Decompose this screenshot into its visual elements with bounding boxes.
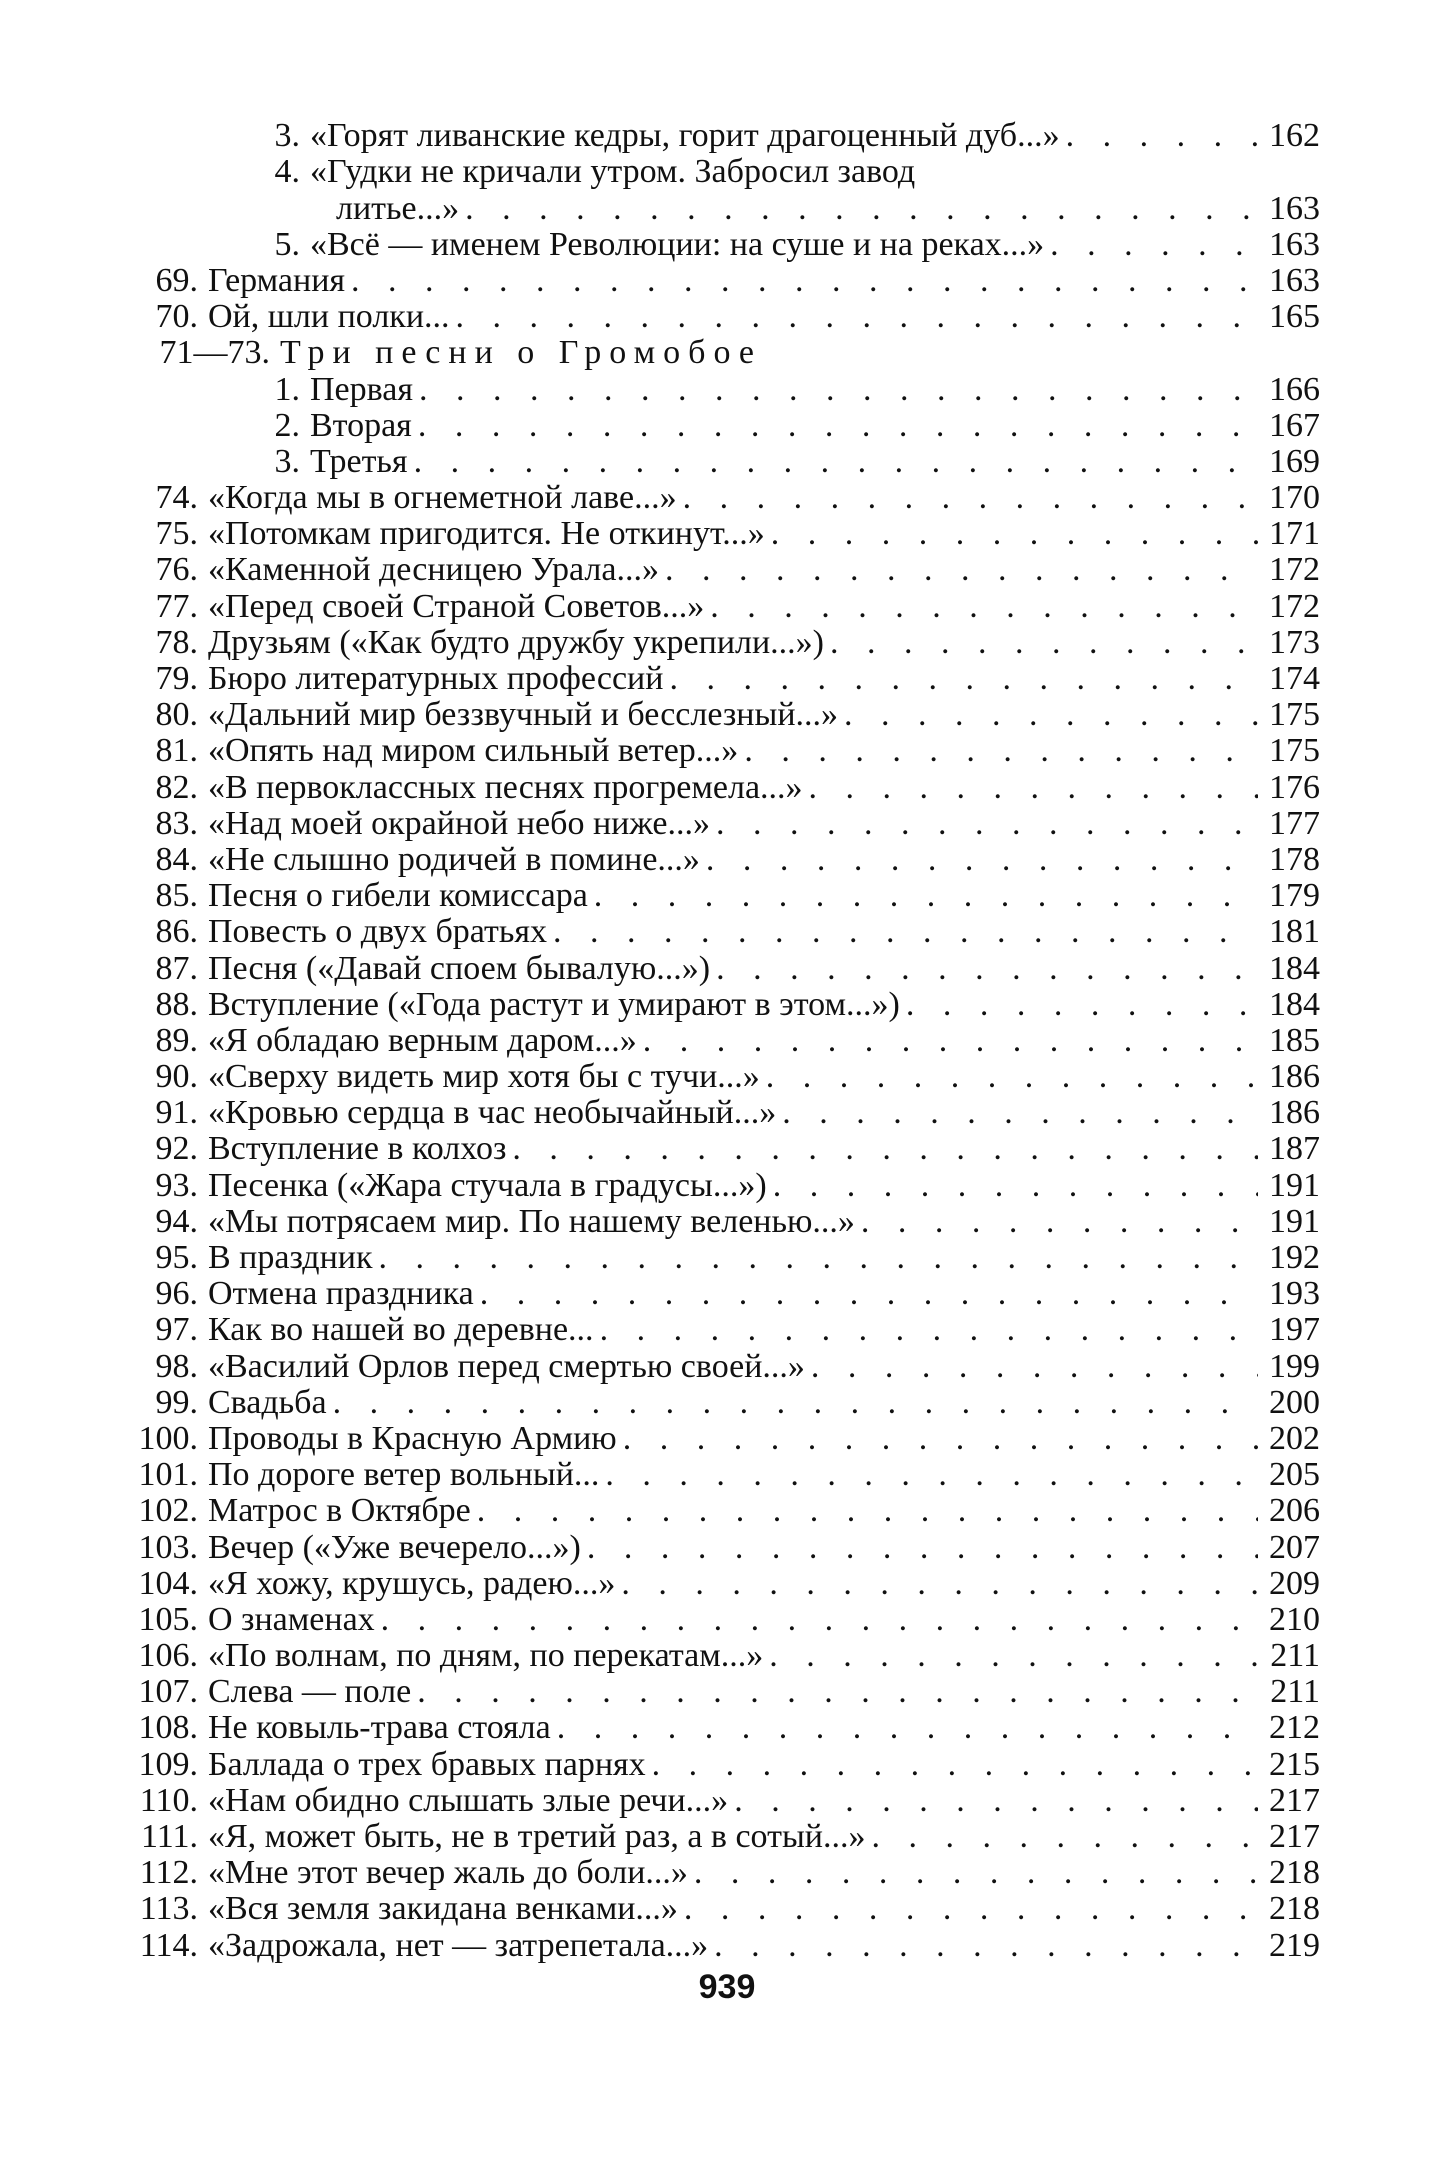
entry-page: 219 xyxy=(1269,1926,1320,1964)
entry-title: «Кровью сердца в час необычайный...» xyxy=(208,1094,777,1132)
entry-number: 91. xyxy=(155,1094,198,1132)
toc-entry xyxy=(130,914,1320,950)
entry-number: 90. xyxy=(155,1058,198,1096)
entry-page: 211 xyxy=(1270,1673,1320,1711)
toc-entry xyxy=(130,1783,1320,1819)
toc-entry xyxy=(130,1276,1320,1312)
entry-number: 105. xyxy=(138,1600,198,1638)
entry-number: 102. xyxy=(138,1492,198,1530)
entry-page: 170 xyxy=(1269,479,1320,517)
dot-leader xyxy=(767,1168,1258,1204)
entry-page: 218 xyxy=(1269,1854,1320,1892)
toc-entry xyxy=(130,444,1320,480)
toc-entry xyxy=(130,625,1320,661)
dot-leader xyxy=(408,444,1258,480)
entry-number: 75. xyxy=(155,515,198,553)
entry-page: 206 xyxy=(1269,1492,1320,1530)
entry-title: Вечер («Уже вечерело...») xyxy=(208,1528,581,1566)
entry-page: 181 xyxy=(1269,913,1320,951)
entry-number: 1. xyxy=(274,370,300,408)
entry-number: 79. xyxy=(155,660,198,697)
entry-number: 94. xyxy=(155,1202,198,1240)
entry-page: 211 xyxy=(1270,1637,1320,1675)
entry-page: 171 xyxy=(1269,515,1320,553)
entry-title: Вторая xyxy=(310,406,412,444)
entry-page: 210 xyxy=(1269,1600,1320,1638)
dot-leader xyxy=(599,1457,1258,1493)
toc-entry xyxy=(130,118,1320,154)
toc-entry xyxy=(130,1348,1320,1384)
entry-title: Германия xyxy=(208,261,346,299)
dot-leader xyxy=(900,987,1258,1023)
entry-number: 107. xyxy=(138,1673,198,1711)
entry-number: 87. xyxy=(155,949,198,987)
entry-page: 172 xyxy=(1269,551,1320,589)
entry-number: 110. xyxy=(139,1781,198,1819)
toc-entry xyxy=(130,842,1320,878)
toc-entry xyxy=(130,588,1320,624)
dot-leader xyxy=(413,372,1258,408)
entry-title: Повесть о двух братьях xyxy=(208,913,548,951)
toc-entry xyxy=(130,1167,1320,1203)
entry-title: По дороге ветер вольный... xyxy=(208,1456,600,1494)
entry-number: 3. xyxy=(274,442,300,480)
entry-page: 217 xyxy=(1269,1818,1320,1855)
entry-page: 192 xyxy=(1269,1239,1320,1276)
dot-leader xyxy=(765,516,1258,552)
entry-title: «По волнам, по дням, по перекатам...» xyxy=(208,1637,764,1675)
toc-entry xyxy=(130,987,1320,1023)
toc-entry xyxy=(130,516,1320,552)
entry-page: 200 xyxy=(1269,1383,1320,1421)
entry-page: 169 xyxy=(1269,442,1320,480)
entry-number: 106. xyxy=(138,1637,198,1675)
toc-entry xyxy=(130,1421,1320,1457)
dot-leader xyxy=(581,1530,1258,1566)
entry-title: «Всё — именем Революции: на суше и на реках...» xyxy=(310,225,1045,263)
entry-page: 212 xyxy=(1269,1709,1320,1747)
entry-number: 100. xyxy=(138,1419,198,1457)
toc-entry xyxy=(130,878,1320,914)
toc-entry xyxy=(130,1059,1320,1095)
entry-page: 177 xyxy=(1269,804,1320,842)
toc-entry xyxy=(130,697,1320,733)
dot-leader xyxy=(776,1095,1258,1131)
entry-page: 193 xyxy=(1269,1275,1320,1313)
entry-title: «Мне этот вечер жаль до боли...» xyxy=(208,1854,688,1892)
dot-leader xyxy=(866,1819,1258,1855)
toc-entry xyxy=(130,480,1320,516)
toc-entry xyxy=(130,190,1320,226)
entry-page: 202 xyxy=(1269,1419,1320,1457)
dot-leader xyxy=(547,914,1258,950)
toc-entry xyxy=(130,227,1320,263)
dot-leader xyxy=(728,1783,1258,1819)
dot-leader xyxy=(677,480,1258,516)
dot-leader xyxy=(824,625,1258,661)
toc-entry xyxy=(130,1095,1320,1131)
dot-leader xyxy=(663,661,1258,697)
dot-leader xyxy=(450,299,1258,335)
entry-title: Слева — поле xyxy=(208,1673,412,1711)
entry-page: 175 xyxy=(1269,696,1320,734)
entry-number: 99. xyxy=(155,1383,198,1421)
toc-entry xyxy=(130,408,1320,444)
entry-page: 186 xyxy=(1269,1058,1320,1096)
toc-entry xyxy=(130,1819,1320,1855)
entry-page: 165 xyxy=(1269,298,1320,336)
toc-entry xyxy=(130,1891,1320,1927)
entry-page: 167 xyxy=(1269,406,1320,444)
entry-number: 83. xyxy=(155,804,198,842)
entry-number: 69. xyxy=(155,261,198,299)
entry-title: Бюро литературных профессий xyxy=(208,660,664,697)
entry-title: «Я, может быть, не в третий раз, а в сотый...» xyxy=(208,1818,866,1855)
entry-title: «Нам обидно слышать злые речи...» xyxy=(208,1781,729,1819)
entry-number: 89. xyxy=(155,1021,198,1059)
dot-leader xyxy=(763,1638,1258,1674)
entry-number: 93. xyxy=(155,1166,198,1204)
entry-page: 176 xyxy=(1269,768,1320,806)
entry-page: 184 xyxy=(1269,949,1320,987)
dot-leader xyxy=(551,1710,1258,1746)
toc-entry xyxy=(130,769,1320,805)
entry-title: «Над моей окрайной небо ниже...» xyxy=(208,804,710,842)
entry-number: 109. xyxy=(138,1745,198,1783)
entry-number: 108. xyxy=(138,1709,198,1747)
entry-page: 162 xyxy=(1269,117,1320,155)
entry-title: Проводы в Красную Армию xyxy=(208,1419,617,1457)
entry-page: 185 xyxy=(1269,1021,1320,1059)
dot-leader xyxy=(474,1276,1258,1312)
dot-leader xyxy=(459,191,1258,227)
table-of-contents xyxy=(130,118,1320,1964)
dot-leader xyxy=(506,1131,1258,1167)
toc-entry xyxy=(130,299,1320,335)
entry-page: 199 xyxy=(1269,1347,1320,1385)
entry-number: 103. xyxy=(138,1528,198,1566)
entry-page: 172 xyxy=(1269,587,1320,625)
entry-number: 88. xyxy=(155,985,198,1023)
entry-title: Песня («Давай споем бывалую...») xyxy=(208,949,711,987)
entry-title: «Гудки не кричали утром. Забросил завод xyxy=(310,153,916,191)
dot-leader xyxy=(803,770,1258,806)
entry-number: 101. xyxy=(138,1456,198,1494)
entry-number: 98. xyxy=(155,1347,198,1385)
dot-leader xyxy=(411,1674,1258,1710)
entry-page: 174 xyxy=(1269,660,1320,697)
toc-entry xyxy=(130,950,1320,986)
entry-title: Первая xyxy=(310,370,413,408)
entry-number: 82. xyxy=(155,768,198,806)
entry-number: 112. xyxy=(139,1854,198,1892)
dot-leader xyxy=(588,878,1258,914)
entry-title: «Вся земля закидана венками...» xyxy=(208,1890,678,1928)
toc-entry xyxy=(130,1493,1320,1529)
toc-entry xyxy=(130,733,1320,769)
toc-entry xyxy=(130,1204,1320,1240)
dot-leader xyxy=(345,263,1258,299)
entry-title: Вступление в колхоз xyxy=(208,1130,507,1168)
entry-page: 163 xyxy=(1269,261,1320,299)
dot-leader xyxy=(1044,227,1258,263)
entry-title: «Перед своей Страной Советов...» xyxy=(208,587,705,625)
toc-entry xyxy=(130,1566,1320,1602)
entry-title: В праздник xyxy=(208,1239,373,1276)
entry-page: 197 xyxy=(1269,1311,1320,1349)
dot-leader xyxy=(738,733,1258,769)
entry-title: «Каменной десницею Урала...» xyxy=(208,551,659,589)
entry-number: 95. xyxy=(155,1239,198,1276)
entry-title: О знаменах xyxy=(208,1600,375,1638)
dot-leader xyxy=(594,1312,1258,1348)
entry-title: «Не слышно родичей в помине...» xyxy=(208,840,700,878)
toc-entry xyxy=(130,1312,1320,1348)
dot-leader xyxy=(617,1421,1258,1457)
toc-entry xyxy=(130,1674,1320,1710)
toc-entry xyxy=(130,552,1320,588)
entry-page: 184 xyxy=(1269,985,1320,1023)
entry-title: «Я обладаю верным даром...» xyxy=(208,1021,637,1059)
dot-leader xyxy=(838,697,1258,733)
dot-leader xyxy=(688,1855,1258,1891)
entry-number: 80. xyxy=(155,696,198,734)
entry-page: 173 xyxy=(1269,623,1320,661)
entry-page: 217 xyxy=(1269,1781,1320,1819)
entry-title: Баллада о трех бравых парнях xyxy=(208,1745,646,1783)
entry-page: 179 xyxy=(1269,877,1320,915)
dot-leader xyxy=(710,951,1258,987)
entry-number: 5. xyxy=(274,225,300,263)
dot-leader xyxy=(760,1059,1258,1095)
dot-leader xyxy=(708,1928,1258,1964)
dot-leader xyxy=(637,1023,1258,1059)
entry-number: 2. xyxy=(274,406,300,444)
entry-title: «Горят ливанские кедры, горит драгоценный дуб...» xyxy=(310,117,1060,155)
dot-leader xyxy=(615,1566,1258,1602)
entry-number: 92. xyxy=(155,1130,198,1168)
toc-entry xyxy=(130,1746,1320,1782)
entry-number: 4. xyxy=(274,153,300,191)
entry-title: Матрос в Октябре xyxy=(208,1492,471,1530)
entry-number: 74. xyxy=(155,479,198,517)
entry-page: 191 xyxy=(1269,1166,1320,1204)
toc-entry xyxy=(130,1131,1320,1167)
dot-leader xyxy=(646,1747,1258,1783)
toc-entry xyxy=(130,1529,1320,1565)
entry-number: 111. xyxy=(141,1818,198,1855)
entry-number: 81. xyxy=(155,732,198,770)
toc-entry xyxy=(130,661,1320,697)
entry-title: Три песни о Громобое xyxy=(280,334,762,372)
dot-leader xyxy=(805,1349,1258,1385)
entry-number: 84. xyxy=(155,840,198,878)
entry-page: 163 xyxy=(1269,189,1320,227)
entry-title: Песня о гибели комиссара xyxy=(208,877,588,915)
entry-title: «Василий Орлов перед смертью своей...» xyxy=(208,1347,805,1385)
entry-title: Свадьба xyxy=(208,1383,327,1421)
toc-entry xyxy=(130,154,1320,190)
entry-title: «Дальний мир беззвучный и бесслезный...» xyxy=(208,696,839,734)
entry-page: 166 xyxy=(1269,370,1320,408)
entry-title: Песенка («Жара стучала в градусы...») xyxy=(208,1166,767,1204)
entry-title: Не ковыль-трава стояла xyxy=(208,1709,551,1747)
entry-number: 71—73. xyxy=(159,334,270,372)
entry-title: Отмена праздника xyxy=(208,1275,474,1313)
dot-leader xyxy=(704,589,1258,625)
toc-entry xyxy=(130,1638,1320,1674)
entry-page: 178 xyxy=(1269,840,1320,878)
entry-page: 215 xyxy=(1269,1745,1320,1783)
entry-number: 113. xyxy=(139,1890,198,1928)
toc-entry xyxy=(130,1023,1320,1059)
entry-page: 187 xyxy=(1269,1130,1320,1168)
toc-entry xyxy=(130,335,1320,371)
entry-number: 76. xyxy=(155,551,198,589)
entry-page: 163 xyxy=(1269,225,1320,263)
dot-leader xyxy=(412,408,1258,444)
entry-title: «Опять над миром сильный ветер...» xyxy=(208,732,739,770)
entry-number: 97. xyxy=(155,1311,198,1349)
dot-leader xyxy=(855,1204,1258,1240)
entry-title: «В первоклассных песнях прогремела...» xyxy=(208,768,803,806)
entry-title: Друзьям («Как будто дружбу укрепили...») xyxy=(208,623,825,661)
entry-number: 96. xyxy=(155,1275,198,1313)
entry-title: «Я хожу, крушусь, радею...» xyxy=(208,1564,616,1602)
entry-number: 77. xyxy=(155,587,198,625)
toc-entry xyxy=(130,371,1320,407)
dot-leader xyxy=(678,1891,1258,1927)
entry-title: «Задрожала, нет — затрепетала...» xyxy=(208,1926,709,1964)
entry-page: 209 xyxy=(1269,1564,1320,1602)
entry-number: 85. xyxy=(155,877,198,915)
entry-page: 205 xyxy=(1269,1456,1320,1494)
toc-entry xyxy=(130,1855,1320,1891)
toc-entry xyxy=(130,1240,1320,1276)
entry-page: 207 xyxy=(1269,1528,1320,1566)
toc-entry xyxy=(130,806,1320,842)
entry-title: Вступление («Года растут и умирают в этом...») xyxy=(208,985,900,1023)
entry-page: 218 xyxy=(1269,1890,1320,1928)
dot-leader xyxy=(1060,118,1258,154)
entry-number: 86. xyxy=(155,913,198,951)
entry-title: Третья xyxy=(310,442,408,480)
entry-title: «Потомкам пригодится. Не откинут...» xyxy=(208,515,765,553)
entry-title: «Когда мы в огнеметной лаве...» xyxy=(208,479,677,517)
dot-leader xyxy=(700,842,1258,878)
dot-leader xyxy=(659,552,1258,588)
dot-leader xyxy=(327,1385,1258,1421)
toc-entry xyxy=(130,1385,1320,1421)
entry-page: 175 xyxy=(1269,732,1320,770)
dot-leader xyxy=(710,806,1258,842)
entry-number: 114. xyxy=(139,1926,198,1964)
entry-title: Как во нашей во деревне... xyxy=(208,1311,594,1349)
entry-title: «Сверху видеть мир хотя бы с тучи...» xyxy=(208,1058,760,1096)
entry-number: 70. xyxy=(155,298,198,336)
page-number: 939 xyxy=(698,1968,756,2006)
entry-page: 191 xyxy=(1269,1202,1320,1240)
entry-title: «Мы потрясаем мир. По нашему веленью...» xyxy=(208,1202,855,1240)
entry-number: 3. xyxy=(274,117,300,155)
toc-entry xyxy=(130,263,1320,299)
dot-leader xyxy=(375,1602,1258,1638)
entry-page: 186 xyxy=(1269,1094,1320,1132)
toc-entry xyxy=(130,1457,1320,1493)
entry-title: литье...» xyxy=(336,189,460,227)
toc-entry xyxy=(130,1602,1320,1638)
entry-title: Ой, шли полки... xyxy=(208,298,450,336)
entry-number: 104. xyxy=(138,1564,198,1602)
dot-leader xyxy=(373,1240,1259,1276)
dot-leader xyxy=(471,1493,1258,1529)
toc-entry xyxy=(130,1927,1320,1963)
entry-number: 78. xyxy=(155,623,198,661)
toc-entry xyxy=(130,1710,1320,1746)
